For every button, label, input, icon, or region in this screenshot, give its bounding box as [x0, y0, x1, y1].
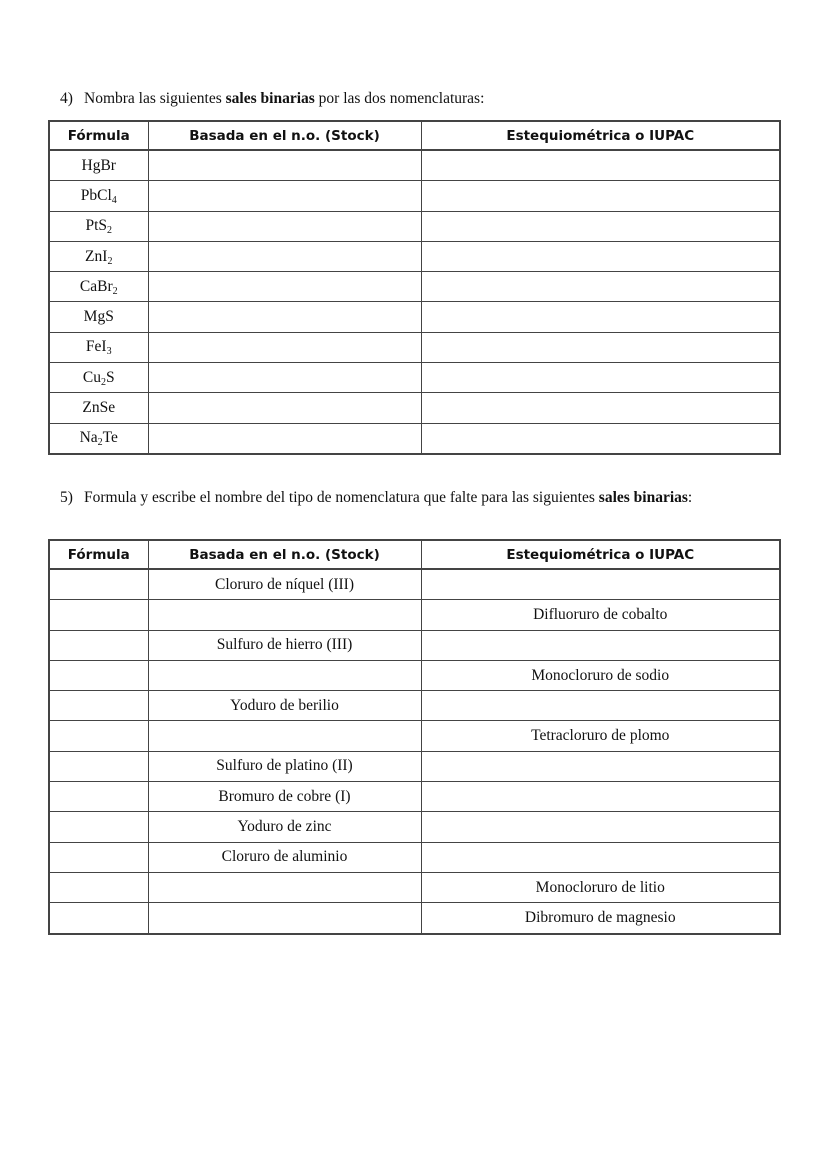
formula-symbol: ZnSe [82, 399, 116, 417]
table-row [49, 600, 780, 630]
table-row [49, 363, 780, 393]
cell-iupac [421, 812, 780, 842]
cell-stock [148, 302, 421, 332]
cell-stock [148, 600, 421, 630]
formula-symbol: PbCl [80, 186, 112, 204]
header-row [49, 540, 780, 569]
table-row [49, 150, 780, 181]
cell-formula [49, 751, 148, 781]
cell-formula [49, 842, 148, 872]
cell-stock: Bromuro de cobre (I) [148, 782, 421, 812]
formula-subscript: 2 [97, 437, 103, 449]
header-stock: Basada en el n.o. (Stock) [148, 540, 421, 569]
formula-symbol: S [105, 368, 115, 386]
cell-stock: Sulfuro de platino (II) [148, 751, 421, 781]
bold-term: sales binarias [598, 489, 688, 506]
cell-stock [148, 211, 421, 241]
cell-stock [148, 721, 421, 751]
cell-stock: Cloruro de aluminio [148, 842, 421, 872]
cell-iupac: Monocloruro de litio [421, 872, 780, 902]
cell-iupac: Monocloruro de sodio [421, 660, 780, 690]
cell-formula [49, 691, 148, 721]
cell-iupac: Tetracloruro de plomo [421, 721, 780, 751]
formula-subscript: 2 [107, 255, 113, 267]
table-row [49, 569, 780, 600]
cell-formula [49, 272, 148, 302]
cell-formula [49, 630, 148, 660]
formula-symbol: FeI [85, 338, 107, 356]
formula-symbol: Te [102, 429, 118, 447]
cell-formula [49, 150, 148, 181]
cell-stock: Yoduro de berilio [148, 691, 421, 721]
table-row [49, 691, 780, 721]
question-5 [60, 487, 720, 509]
cell-formula [49, 332, 148, 362]
cell-formula [49, 302, 148, 332]
header-row [49, 121, 780, 150]
formula-symbol: Cu [82, 368, 101, 386]
question-text: Nombra las siguientes sales binarias por las dos nomenclaturas: [84, 90, 485, 107]
question-number: 4) [60, 90, 73, 107]
formula-subscript: 2 [100, 376, 106, 388]
table-row [49, 211, 780, 241]
bold-term: sales binarias [225, 90, 315, 107]
cell-stock: Yoduro de zinc [148, 812, 421, 842]
table-row [49, 812, 780, 842]
cell-formula [49, 600, 148, 630]
table-row [49, 181, 780, 211]
table-row [49, 751, 780, 781]
cell-formula [49, 363, 148, 393]
cell-formula [49, 181, 148, 211]
formula-subscript: 3 [106, 346, 112, 358]
header-formula: Fórmula [49, 540, 148, 569]
cell-formula [49, 782, 148, 812]
table-row [49, 332, 780, 362]
table-row [49, 393, 780, 423]
table-row [49, 782, 780, 812]
cell-iupac [421, 751, 780, 781]
table-row [49, 423, 780, 454]
table-row [49, 842, 780, 872]
cell-iupac: Dibromuro de magnesio [421, 903, 780, 934]
question-number: 5) [60, 489, 73, 506]
table-row [49, 302, 780, 332]
cell-iupac [421, 630, 780, 660]
cell-iupac: Difluoruro de cobalto [421, 600, 780, 630]
cell-stock: Cloruro de níquel (III) [148, 569, 421, 600]
cell-stock [148, 150, 421, 181]
cell-iupac [421, 423, 780, 454]
formula-subscript: 4 [111, 194, 117, 206]
cell-iupac [421, 302, 780, 332]
formula-symbol: Na [79, 429, 98, 447]
cell-formula [49, 393, 148, 423]
cell-iupac [421, 393, 780, 423]
table-row [49, 903, 780, 934]
question-4 [60, 88, 720, 110]
q4-table [48, 120, 781, 455]
formula-symbol: HgBr [81, 156, 116, 174]
cell-stock [148, 363, 421, 393]
table-row [49, 721, 780, 751]
cell-iupac [421, 150, 780, 181]
cell-iupac [421, 842, 780, 872]
table-row [49, 660, 780, 690]
formula-subscript: 2 [107, 225, 113, 237]
formula-symbol: PtS [85, 217, 108, 235]
q5-table [48, 539, 781, 935]
cell-stock [148, 423, 421, 454]
cell-iupac [421, 272, 780, 302]
cell-stock [148, 660, 421, 690]
cell-iupac [421, 332, 780, 362]
cell-formula [49, 903, 148, 934]
cell-iupac [421, 782, 780, 812]
cell-stock [148, 241, 421, 271]
cell-formula [49, 660, 148, 690]
table-row [49, 272, 780, 302]
table-row [49, 630, 780, 660]
formula-symbol: CaBr [79, 277, 113, 295]
cell-stock [148, 393, 421, 423]
cell-formula [49, 872, 148, 902]
cell-formula [49, 812, 148, 842]
cell-formula [49, 569, 148, 600]
cell-stock [148, 181, 421, 211]
cell-stock [148, 903, 421, 934]
header-iupac: Estequiométrica o IUPAC [421, 540, 780, 569]
formula-subscript: 2 [112, 285, 118, 297]
cell-formula [49, 721, 148, 751]
cell-stock [148, 872, 421, 902]
cell-iupac [421, 211, 780, 241]
cell-stock [148, 272, 421, 302]
table-row [49, 872, 780, 902]
formula-symbol: ZnI [85, 247, 108, 265]
formula-symbol: MgS [83, 308, 114, 326]
cell-stock [148, 332, 421, 362]
table-row [49, 241, 780, 271]
cell-iupac [421, 363, 780, 393]
header-formula: Fórmula [49, 121, 148, 150]
cell-stock: Sulfuro de hierro (III) [148, 630, 421, 660]
cell-iupac [421, 691, 780, 721]
cell-iupac [421, 241, 780, 271]
question-text: Formula y escribe el nombre del tipo de nomenclatura que falte para las siguientes sales binarias: [84, 489, 693, 506]
cell-formula [49, 423, 148, 454]
cell-formula [49, 211, 148, 241]
header-iupac: Estequiométrica o IUPAC [421, 121, 780, 150]
cell-formula [49, 241, 148, 271]
cell-iupac [421, 181, 780, 211]
header-stock: Basada en el n.o. (Stock) [148, 121, 421, 150]
cell-iupac [421, 569, 780, 600]
